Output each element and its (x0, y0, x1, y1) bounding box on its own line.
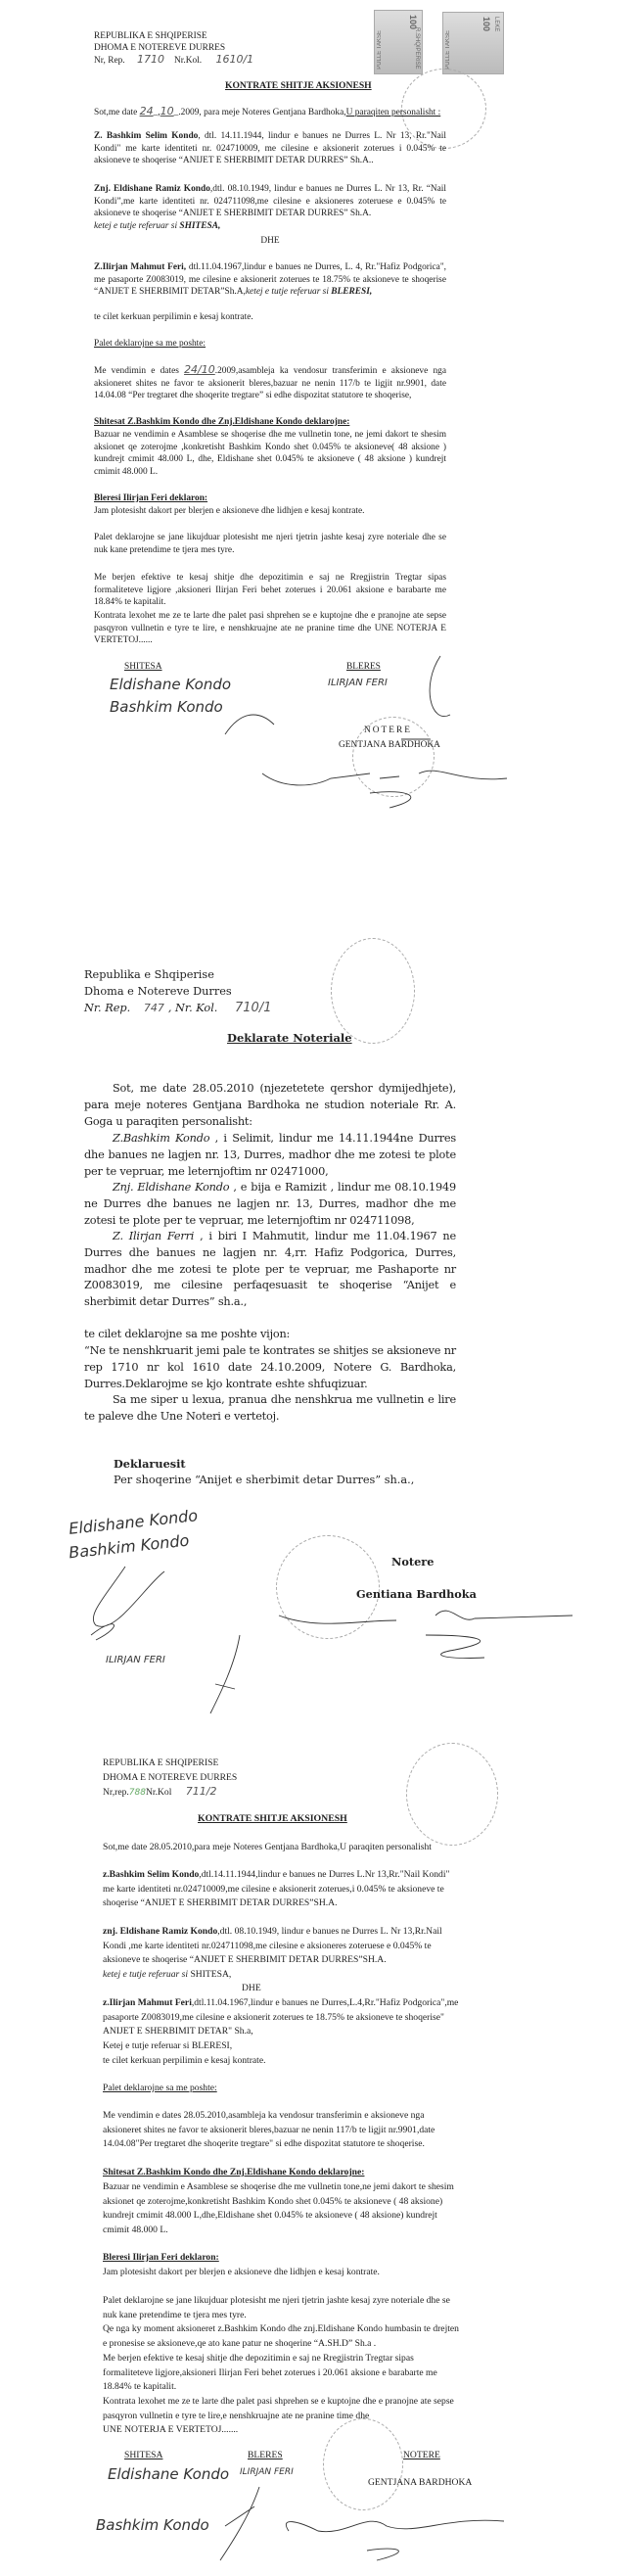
document-header (103, 1756, 237, 1801)
party-name: z.Ilirjan Mahmut Feri (103, 1997, 192, 2008)
registry-numbers (103, 1785, 237, 1801)
stamp-label: PULLE TAKSE (377, 30, 383, 70)
paragraph: te cilet kerkuan perpilimin e kesaj kontrate. (94, 312, 253, 322)
seller-signature: Bashkim Kondo (96, 2516, 209, 2534)
paragraph: Palet deklarojne se jane likujduar plotesisht me njeri tjetrin jashte kesaj zyre noteriale dhe se nuk kane pretendime te tjera mes tyre. (94, 533, 446, 555)
header-line: REPUBLIKA E SHQIPERISE (103, 1757, 219, 1768)
date-month-handwritten: 10 (160, 105, 174, 117)
rep-label: Nr. Rep. (84, 1001, 131, 1014)
paragraph: Jam plotesisht dakort per blerjen e aksioneve dhe lidhjen e kesaj kontrate. (103, 2267, 380, 2277)
notary-label: NOTERE (403, 2450, 440, 2460)
buyer-label: BLERES (248, 2450, 283, 2460)
paragraph: Me berjen efektive te kesaj shitje dhe depozitimin e saj ne Rregjistrin Tregtar sipas formaliteteve ligjore ,aksioneri Ilirjan Feri behet zoterues i 20.061 aksione e barabarte me 18.84% te kapitalit. (94, 573, 446, 608)
kol-number-handwritten: 710/1 (235, 1000, 272, 1015)
party-paragraph (94, 261, 446, 299)
party-name: z.Bashkim Selim Kondo (103, 1869, 200, 1880)
header-line: REPUBLIKA E SHQIPERISE (94, 31, 207, 41)
buyer-signature: ILIRJAN FERI (240, 2467, 294, 2477)
declaration-title: Deklarate Noteriale (227, 1031, 352, 1045)
party-role: SHITESA, (190, 1969, 232, 1981)
conjunction: DHE (260, 236, 280, 246)
section-heading: Palet deklarojne sa me poshte: (103, 2083, 217, 2093)
document-header (94, 30, 446, 67)
paragraph: Jam plotesisht dakort per blerjen e aksioneve dhe lidhjen e kesaj kontrate. (94, 506, 365, 516)
header-line: DHOMA E NOTEREVE DURRES (94, 43, 226, 53)
party-details: ,dtl. 08.10.1949, lindur e banues ne Durres L. Nr 13,Rr.Nail Kondi ,me karte identiteti nr.024711098,me cilesine e aksioneres zoteruese e 0.045% te aksioneve te shoqerise “ANIJET E SHERBIMIT DETAR DURRES”SH.A. (103, 1926, 442, 1966)
rep-number-handwritten: 788 (128, 1788, 146, 1798)
party-paragraph (103, 1925, 460, 1983)
party-paragraph (94, 130, 446, 167)
paragraph: Bazuar ne vendimin e Asamblese se shoqerise dhe me vullnetin tone, ne jemi dakort te shesim aksionet qe zoterojme ,konkretisht Bashkim Kondo shet 0.045% te aksioneve( 48 aksione ) kundrejt cmimit 48.000 L, dhe, Eldishane shet 0.045% te aksioneve ( 48 aksione ) kundrejt cmimit 48.000 L. (94, 430, 446, 478)
tax-stamp (442, 12, 502, 72)
buyer-label: BLERES (346, 662, 381, 672)
party-details: ,dtl.14.11.1944,lindur e banues ne Durres L.Nr 13,Rr."Nail Kondi" me karte identiteti nr.024710009,me cilesine e aksionerit zoterues,i 0.045% te aksioneve te shoqerise “ANIJET E SHERBIMIT DETAR DURRES”SH.A. (103, 1869, 450, 1909)
declarant-signature: Bashkim Kondo (68, 1530, 191, 1563)
notary-signature (279, 1611, 572, 1674)
party-details: dtl.11.04.1967,lindur e banues ne Durres, L. 4, Rr."Hafiz Podgorica", me pasaporte Z0083019, me cilesine e aksionerit zoterues te 18.75% te aksioneve te shoqerise “ANIJET E SHERBIMIT DETAR”Sh.A, (94, 262, 446, 298)
party-details: ,dtl. 08.10.1949, lindur e banues ne Durres L. Nr 13, Rr. “Nail Kondi”,me karte identiteti nr. 024711098,me cilesine e aksioneres zoteruese e 0.045% te aksioneve te shoqerise “ANIJET E SHERBIMIT DETAR DURRES” Sh.A. (94, 184, 447, 219)
intro-line: Sot,me date 24_,10_.2009, para meje Noteres Gentjana Bardhoka,U paraqiten personalisht : (94, 105, 441, 117)
party-role: Ketej e tutje referuar si BLERESI, (103, 2040, 233, 2052)
declarant-signature-scribble (86, 1567, 174, 1645)
seller-label: SHITESA (124, 662, 162, 672)
paragraph-text: Me vendimin e dates (94, 366, 185, 376)
party-name: znj. Eldishane Ramiz Kondo (103, 1926, 218, 1937)
stamp-value: 100 (408, 15, 418, 30)
party-paragraph (84, 1229, 456, 1311)
kol-number-handwritten: 1610/1 (215, 53, 254, 66)
notary-name: GENTJANA BARDHOKA (368, 2477, 473, 2488)
section-heading: Shitesat Z.Bashkim Kondo dhe Znj.Eldishane Kondo deklarojne: (94, 417, 350, 427)
stamp-currency: LEKE (493, 17, 499, 32)
stamp-country: R.SHQIPERISE (414, 27, 420, 70)
intro-line: Sot,me date 28.05.2010,para meje Noteres Gentjana Bardhoka,U paraqiten personalisht (103, 1842, 432, 1852)
paragraph: Qe nga ky moment aksioneret z.Bashkim Kondo dhe znj.Eldishane Kondo humbasin te drejten e pronesise se aksioneve,qe ato kane patur ne shoqerine “A.SH.D” Sh.a . (103, 2323, 459, 2350)
party-details: , i Selimit, lindur me 14.11.1944ne Durres dhe banues ne lagjen nr. 13, Durres, madhor dhe me zotesi te plote per te vepruar, me leternjoftim nr 02471000, (84, 1132, 456, 1178)
paragraph: UNE NOTERJA E VERTETOJ....... (103, 2424, 239, 2436)
declarants-company: Per shoqerine “Anijet e sherbimit detar Durres” sh.a., (114, 1474, 415, 1486)
buyer-signature: ILIRJAN FERI (328, 678, 388, 688)
party-role: ketej e tutje referuar si (103, 1969, 191, 1981)
party-paragraph (103, 1868, 460, 1911)
seller-signature: Bashkim Kondo (110, 698, 223, 716)
seller-label: SHITESA (124, 2450, 163, 2460)
header-line: Dhoma e Noterеve Durres (84, 984, 232, 998)
section-heading: Shitesat Z.Bashkim Kondo dhe Znj.Eldishane Kondo deklarojne: (103, 2167, 365, 2178)
party-role: ketej e tutje referuar si (245, 287, 332, 298)
notary-signature (262, 769, 507, 818)
party-paragraph (94, 183, 446, 233)
rep-label: Nr,rep. (103, 1787, 129, 1798)
intro-text: .2009, para meje Noteres Gentjana Bardhoka, (178, 108, 346, 117)
declarant-signature: Eldishane Kondo (68, 1506, 199, 1538)
seller-signature-scribble (220, 2487, 264, 2565)
notary-seal (323, 2418, 403, 2510)
paragraph: Sot, me date 28.05.2010 (njezetetete qershor dymijedhjete), para meje noteres Gentjana Bardhoka ne studion noteriale Rr. A. Goga u paraqiten personalisht: (84, 1082, 456, 1128)
registry-numbers (84, 1001, 271, 1017)
party-role: BLERESI, (331, 287, 373, 298)
kol-label: , Nr. Kol. (167, 1001, 218, 1014)
paragraph: te cilet deklarojne sa me poshte vijon: (84, 1328, 291, 1340)
party-details: ,dtl.11.04.1967,lindur e banues ne Durres,L.4,Rr."Hafiz Podgorica",me pasaporte Z0083019,me cilesine e aksionerit zoterues te 18.75% te aksioneve te shoqerise" ANIJET E SHERBIMIT DETAR" Sh.a, (103, 1997, 459, 2037)
stamp-label: PULLE TAKSE (445, 30, 451, 70)
header-line: DHOMA E NOTEREVE DURRES (103, 1771, 238, 1783)
intro-text: Sot,me date (94, 108, 140, 117)
document-header (84, 967, 271, 1016)
notary-signature (279, 2511, 504, 2570)
seller-signature: Eldishane Kondo (108, 2465, 230, 2483)
notary-label: NOTERE (364, 726, 412, 735)
header-line: Republika e Shqiperise (84, 968, 214, 981)
party-name: Z. Bashkim Selim Kondo (94, 131, 199, 141)
contract-title: KONTRATE SHITJE AKSIONESH (198, 1813, 347, 1824)
section-heading: Bleresi Ilirjan Feri deklaron: (103, 2252, 219, 2263)
paragraph (94, 364, 446, 402)
closing-paragraphs (103, 2294, 460, 2438)
kol-number-handwritten: 711/2 (185, 1785, 217, 1798)
seller-signature: Eldishane Kondo (110, 676, 232, 693)
rep-label: Nr, Rep. (94, 56, 125, 66)
party-paragraph (84, 1131, 456, 1180)
paragraph: Kontrata lexohet me ze te larte dhe palet pasi shprehen se e kuptojne dhe e pranojne ate sepse pasqyron vullnetin e tyre te lire,e nenshkruajne ate ne pranine time dhe (103, 2395, 454, 2421)
rep-number-handwritten: 747 (143, 1001, 164, 1014)
kol-label: Nr.Kol (145, 1787, 172, 1798)
rep-number-handwritten: 1710 (137, 53, 164, 66)
party-name: Z. Ilirjan Ferri (113, 1230, 195, 1242)
notary-seal (406, 1743, 498, 1846)
party-role: SHITESA, (179, 221, 221, 232)
party-details: , i biri I Mahmutit, lindur me 11.04.1967 ne Durres dhe banues ne lagjen nr. 4,rr. Hafiz Podgorica, Durres, madhor dhe me zotesi te plote per te vepruar, me Pashaporte nr Z0083019, me cilesine perfaqesuasit te shoqerise “Anijet e sherbimit detar Durres” sh.a., (84, 1230, 456, 1309)
date-handwritten: 24/10 (184, 363, 215, 376)
party-details: , dtl. 14.11.1944, lindur e banues ne Durres L. Nr 13, Rr."Nail Kondi" me karte identiteti nr. 024710009, me cilesine e aksionerit zoterues i 0.045% te aksioneve te shoqerise “ANIJET E SHERBIMIT DETAR DURRES” Sh.A.. (94, 131, 446, 166)
section-heading: Palet deklarojne sa me poshte: (94, 339, 206, 349)
paragraph: Bazuar ne vendimin e Asamblese se shoqerise dhe me vullnetin tone,ne jemi dakort te shesim aksionet qe zoterojme,konkretisht Bashkim Kondo shet 0.045% te aksioneve ( 48 aksione) kundrejt cmimit 48.000 L,dhe,Eldishane shet 0.045% te aksioneve ( 48 aksione) kundrejt cmimit 48.000 L. (103, 2181, 454, 2236)
notary-name: GENTJANA BARDHOKA (339, 740, 440, 750)
declaration-statement: “Ne te nenshkruarit jemi pale te kontrates se shitjes se aksioneve nr rep 1710 nr kol 1610 date 24.10.2009, Notere G. Bardhoka, Durres.Deklarojme se kjo kontrate eshte shfuqizuar. (84, 1344, 456, 1390)
party-paragraph (84, 1180, 456, 1229)
party-name: Znj. Eldishane Ramiz Kondo (94, 184, 210, 194)
party-name: Z.Ilirjan Mahmut Feri, (94, 262, 187, 272)
conjunction: DHE (242, 1983, 261, 1993)
registry-numbers (94, 54, 446, 67)
paragraph: Sa me siper u lexua, pranua dhe nenshkrua me vullnetin e lire te paleve dhe Une Noteri e vertetoj. (84, 1393, 456, 1423)
party-name: Z.Bashkim Kondo (113, 1132, 210, 1145)
notary-label: Notere (391, 1555, 435, 1569)
paragraph: Me vendimin e dates 28.05.2010,asambleja ka vendosur transferimin e aksioneve nga aksioneret shites ne favor te aksionerit bleres,bazuar ne nenin 117/b te ligjit nr.9901,date 14.04.08"Per tregtaret dhe shoqerite tregtare" si edhe dispozitat statutore te shoqerise. (103, 2110, 435, 2150)
declarant-signature: ILIRJAN FERI (106, 1655, 165, 1665)
party-role: ketej e tutje referuar si (94, 221, 180, 232)
paragraph-text: .2009,asambleja ka vendosur transferimin e aksioneve nga aksioneret shites ne favor te aksionerit bleres,bazuar ne nenin 117/b te ligjit nr.9901, date 14.04.08 “Per tregtaret dhe shoqerite tregtare” si edhe dispozitat statutore te shoqerise, (94, 366, 446, 401)
party-paragraph (103, 1996, 460, 2069)
kol-label: Nr.Kol. (174, 56, 203, 66)
declarants-heading: Deklaruesit (114, 1457, 186, 1471)
intro-text: U paraqiten personalisht : (345, 108, 441, 117)
section-heading: Bleresi Ilirjan Feri deklaron: (94, 493, 208, 503)
paragraph: Me berjen efektive te kesaj shitje dhe depozitimin e saj ne Rregjistrin Tregtar sipas formaliteteve ligjore,aksioneri Ilirjan Feri behet zoterues i 20.061 aksione e barabarte me 18.84% te kapitalit. (103, 2352, 437, 2393)
party-name: Znj. Eldishane Kondo (113, 1181, 230, 1194)
paragraph-text: te cilet kerkuan perpilimin e kesaj kontrate. (103, 2054, 266, 2066)
notary-seal (331, 938, 415, 1044)
stamp-value: 100 (481, 17, 491, 32)
declarant-signature-scribble (206, 1635, 245, 1718)
contract-title: KONTRATE SHITJE AKSIONESH (225, 80, 372, 91)
paragraph: Palet deklarojne se jane likujduar plotesisht me njeri tjetrin jashte kesaj zyre noteriale dhe se nuk kane pretendime te tjera mes tyre. (103, 2295, 450, 2320)
date-day-handwritten: 24 (139, 105, 154, 117)
notary-name: Gentiana Bardhoka (356, 1587, 477, 1601)
party-details: , e bija e Ramizit , lindur me 08.10.1949 ne Durres dhe banues ne lagjen nr. 13, Durres, madhor dhe me zotesi te plote per te vepruar, me leternjoftim nr 024711098, (84, 1181, 456, 1227)
paragraph: Kontrata lexohet me ze te larte dhe palet pasi shprehen se e kuptojne dhe e pranojne ate sepse pasqyron vullnetin e tyre te lire, e nenshkruajne ate ne pranine time dhe UNE NOTERJA E VERTETOJ...... (94, 611, 446, 646)
